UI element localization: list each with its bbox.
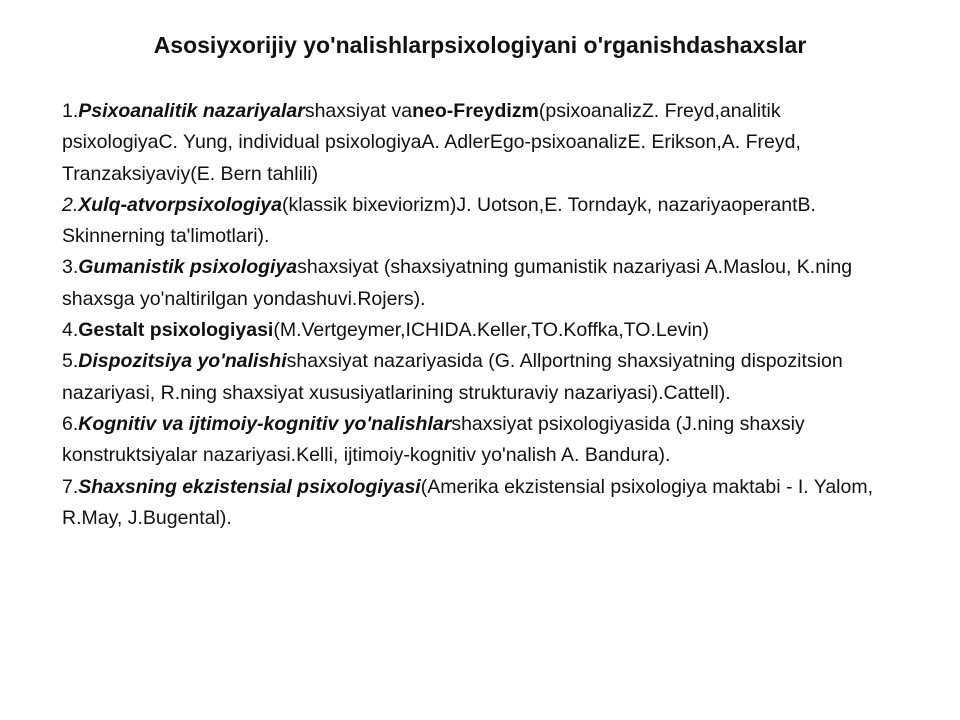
item-term: Shaxsning ekzistensial psixologiyasi <box>78 475 421 498</box>
list-item-5 <box>62 346 898 409</box>
item-text: shaxsiyat nazariyasida (G. Allportning shaxsiyatning dispozitsion nazariyasi, R.ning shaxsiyat xususiyatlarining strukturaviy nazariyasi).Cattell). <box>62 350 843 404</box>
list-item-4 <box>62 315 898 346</box>
item-text: shaxsiyat psixologiyasida (J.ning shaxsiy konstruktsiyalar nazariyasi.Kelli, ijtimoiy-kognitiv yo'nalish A. Bandura). <box>62 412 805 467</box>
item-term: Psixoanalitik nazariyalar <box>78 100 305 122</box>
item-term-secondary: neo-Freydizm <box>412 100 539 122</box>
item-text: (Amerika ekzistensial psixologiya maktabi - I. Yalom, R.May, J.Bugental). <box>62 475 874 529</box>
item-text: (psixoanalizZ. Freyd,analitik psixologiyaC. Yung, individual psixologiyaA. AdlerEgo-psixoanalizE. Erikson,A. Freyd, Tranzaksiyaviy(E. Bern tahlili) <box>62 100 801 185</box>
list-item-1 <box>62 96 898 190</box>
slide-title: Asosiyxorijiy yo'nalishlarpsixologiyani o'rganishdashaxslar <box>153 32 807 58</box>
item-term: Gumanistik psixologiya <box>78 256 298 279</box>
slide-content <box>62 96 898 534</box>
item-term: Kognitiv va ijtimoiy-kognitiv yo'nalishlar <box>78 412 452 435</box>
list-item-7 <box>62 472 898 535</box>
item-number: 6. <box>62 412 79 435</box>
item-number: 2. <box>62 193 79 216</box>
item-number: 1. <box>62 100 79 122</box>
item-mid-text: shaxsiyat va <box>304 100 413 122</box>
list-item-2 <box>62 190 898 253</box>
item-number: 4. <box>62 319 79 342</box>
item-text: (klassik bixeviorizm)J. Uotson,E. Torndayk, nazariyaoperantB. Skinnerning ta'limotlari). <box>62 193 816 248</box>
item-number: 7. <box>62 475 79 498</box>
item-number: 5. <box>62 350 79 373</box>
list-item-3 <box>62 252 898 315</box>
item-text: shaxsiyat (shaxsiyatning gumanistik nazariyasi A.Maslou, K.ning shaxsga yo'naltirilgan yondashuvi.Rojers). <box>62 256 853 310</box>
item-term: Xulq-atvorpsixologiya <box>78 193 282 216</box>
list-item-6 <box>62 409 898 472</box>
item-term: Gestalt psixologiyasi <box>78 319 274 342</box>
item-term: Dispozitsiya yo'nalishi <box>78 350 287 373</box>
item-text: (M.Vertgeymer,ICHIDA.Keller,TO.Koffka,TO.Levin) <box>273 319 709 342</box>
item-number: 3. <box>62 256 79 279</box>
